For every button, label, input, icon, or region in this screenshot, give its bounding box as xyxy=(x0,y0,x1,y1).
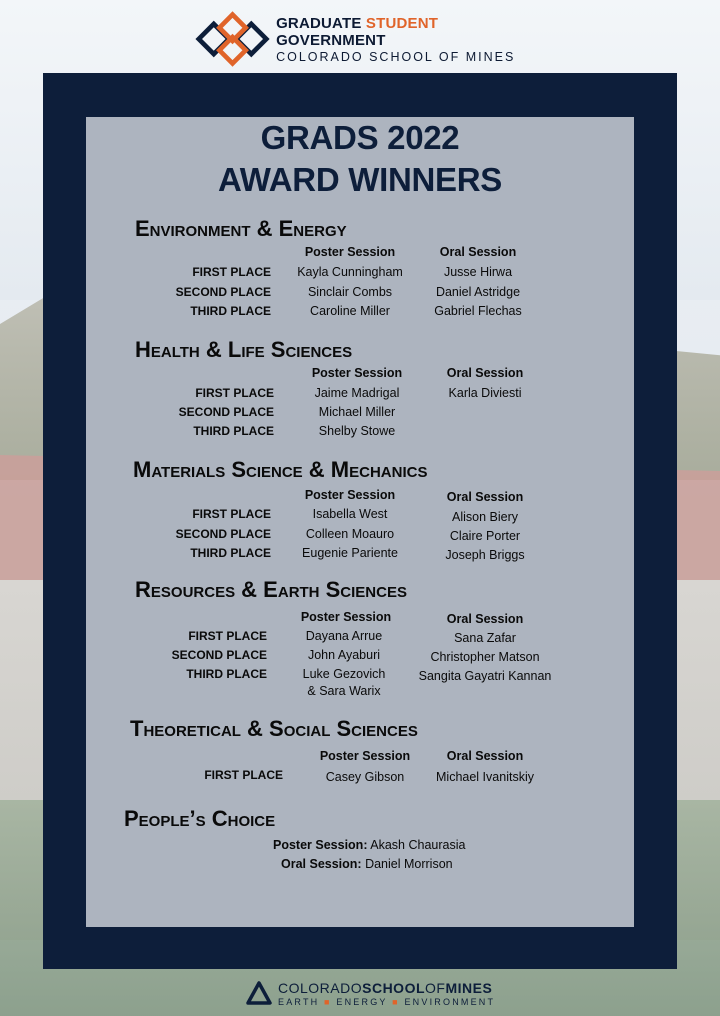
gsg-name: GRADUATE STUDENT GOVERNMENT xyxy=(276,14,439,49)
mines-name: COLORADOSCHOOLOFMINES xyxy=(278,980,493,996)
poster-winner: Jaime Madrigal xyxy=(314,386,400,400)
oral-winner: Claire Porter xyxy=(449,529,521,543)
poster-winner: Kayla Cunningham xyxy=(297,265,403,279)
poster-winner-line2: & Sara Warix xyxy=(307,684,381,698)
peoples-choice-poster: Poster Session: Akash Chaurasia xyxy=(273,838,466,852)
oral-winner: Joseph Briggs xyxy=(445,548,525,562)
oral-winner: Jusse Hirwa xyxy=(443,265,513,279)
poster-winner: Casey Gibson xyxy=(325,770,405,784)
mines-triangle-icon xyxy=(246,981,272,1007)
place-label: SECOND PLACE xyxy=(175,285,271,299)
poster-session-heading: Poster Session xyxy=(304,245,396,259)
oral-session-heading: Oral Session xyxy=(439,245,517,259)
oral-winner: Christopher Matson xyxy=(430,650,540,664)
gsg-logo xyxy=(195,8,535,70)
section-title: Environment & Energy xyxy=(135,216,347,241)
poster-session-heading: Poster Session xyxy=(311,366,403,380)
section-title: Theoretical & Social Sciences xyxy=(130,716,418,741)
oral-session-heading: Oral Session xyxy=(446,490,524,504)
poster-winner: Isabella West xyxy=(312,507,388,521)
poster-session-heading: Poster Session xyxy=(319,749,411,763)
oral-winner: Sana Zafar xyxy=(454,631,516,645)
gsg-emblem-icon xyxy=(195,9,270,69)
poster-winner: Dayana Arrue xyxy=(305,629,383,643)
place-label: FIRST PLACE xyxy=(195,386,274,400)
oral-winner: Alison Biery xyxy=(452,510,518,524)
poster-winner: Luke Gezovich xyxy=(302,667,386,681)
place-label: FIRST PLACE xyxy=(192,265,271,279)
oral-session-heading: Oral Session xyxy=(446,749,524,763)
poster-winner: Shelby Stowe xyxy=(318,424,396,438)
place-label: THIRD PLACE xyxy=(186,667,267,681)
place-label: THIRD PLACE xyxy=(190,546,271,560)
oral-session-heading: Oral Session xyxy=(446,366,524,380)
oral-winner: Gabriel Flechas xyxy=(434,304,522,318)
poster-winner: Michael Miller xyxy=(318,405,396,419)
place-label: SECOND PLACE xyxy=(178,405,274,419)
page-title-line2: AWARD WINNERS xyxy=(218,161,502,198)
oral-winner: Daniel Astridge xyxy=(435,285,521,299)
poster-winner: Colleen Moauro xyxy=(305,527,395,541)
place-label: THIRD PLACE xyxy=(190,304,271,318)
poster-winner: John Ayaburi xyxy=(307,648,381,662)
section-title: People’s Choice xyxy=(124,806,276,831)
gsg-school: COLORADO SCHOOL OF MINES xyxy=(276,49,516,64)
place-label: FIRST PLACE xyxy=(204,768,283,782)
poster-winner: Sinclair Combs xyxy=(307,285,393,299)
mines-logo xyxy=(246,980,495,1007)
mines-tagline: EARTH ■ ENERGY ■ ENVIRONMENT xyxy=(278,997,496,1007)
oral-winner: Sangita Gayatri Kannan xyxy=(418,669,552,683)
place-label: FIRST PLACE xyxy=(192,507,271,521)
place-label: SECOND PLACE xyxy=(175,527,271,541)
oral-winner: Michael Ivanitskiy xyxy=(436,770,534,784)
peoples-choice-oral: Oral Session: Daniel Morrison xyxy=(281,857,453,871)
place-label: FIRST PLACE xyxy=(188,629,267,643)
poster-winner: Eugenie Pariente xyxy=(302,546,398,560)
oral-session-heading: Oral Session xyxy=(446,612,524,626)
place-label: SECOND PLACE xyxy=(171,648,267,662)
section-title: Resources & Earth Sciences xyxy=(135,577,407,602)
poster-session-heading: Poster Session xyxy=(304,488,396,502)
poster-winner: Caroline Miller xyxy=(310,304,390,318)
page-title-line1: GRADS 2022 xyxy=(260,119,460,156)
poster-session-heading: Poster Session xyxy=(300,610,392,624)
section-title: Materials Science & Mechanics xyxy=(133,457,428,482)
oral-winner: Karla Diviesti xyxy=(448,386,522,400)
place-label: THIRD PLACE xyxy=(193,424,274,438)
section-title: Health & Life Sciences xyxy=(135,337,353,362)
